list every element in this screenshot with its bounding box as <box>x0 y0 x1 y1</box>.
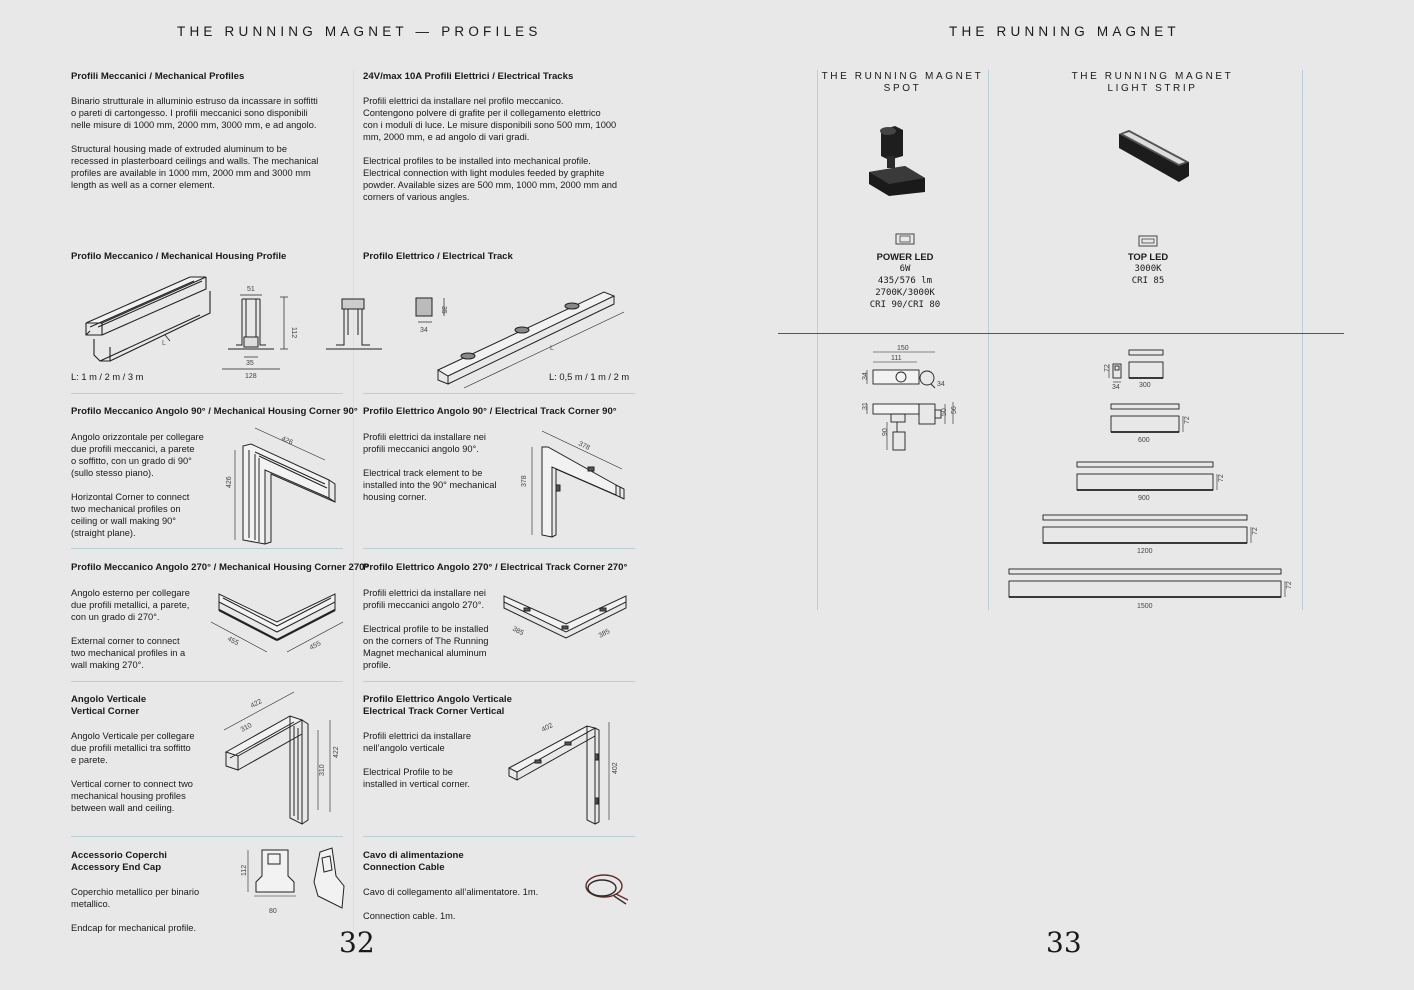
svg-text:310: 310 <box>319 764 326 776</box>
end-cap-heading: Accessorio Coperchi Accessory End Cap <box>71 850 167 873</box>
svg-text:426: 426 <box>226 476 233 488</box>
spec-column-rule <box>817 70 818 610</box>
housing-corner-90-text: Angolo orizzontale per collegare due profili meccanici, a parete o soffitto, con un grado di 90° (sullo stesso piano). Horizontal Corner to connect two mechanical profiles on ceiling or wall making 90° (straight plane). <box>71 432 204 538</box>
svg-text:112: 112 <box>290 327 297 339</box>
housing-corner-270-drawing <box>205 588 345 663</box>
svg-text:56: 56 <box>951 406 958 414</box>
svg-text:50: 50 <box>941 408 948 416</box>
vertical-corner-heading: Angolo Verticale Vertical Corner <box>71 694 147 717</box>
page-number-right: 33 <box>1046 926 1082 959</box>
power-led-icon <box>894 232 916 246</box>
mechanical-profiles-text: Binario strutturale in alluminio estruso da incassare in soffitti o pareti di cartongesso. I profili meccanici sono disponibili nelle misure di 1000 mm, 2000 mm, 3000 mm, e ad angolo. Structural housing made of extruded aluminum to be recessed in plasterboard ceilings and walls. The mechanical profiles are available in 1000 mm, 2000 mm and 3000 mm length as well as a corner element. <box>71 96 319 190</box>
track-corner-270-text: Profili elettrici da installare nei profili meccanici angolo 270°. Electrical profile to be installed on the corners of The Running Magnet mechanical aluminum profile. <box>363 588 489 670</box>
section-rule <box>363 393 635 394</box>
spot-specs: POWER LED 6W 435/576 lm 2700K/3000K CRI 90/CRI 80 <box>869 251 941 310</box>
vertical-corner-text: Angolo Verticale per collegare due profili metallici tra soffitto e parete. Vertical corner to connect two mechanical housing profiles between wall and ceiling. <box>71 731 195 813</box>
section-rule <box>71 548 343 549</box>
track-corner-90-heading: Profilo Elettrico Angolo 90° / Electrical Track Corner 90° <box>363 406 617 417</box>
svg-text:422: 422 <box>333 746 340 758</box>
svg-text:150: 150 <box>897 345 909 352</box>
svg-text:51: 51 <box>247 286 255 293</box>
svg-text:72: 72 <box>1252 527 1259 535</box>
svg-text:300: 300 <box>1139 382 1151 389</box>
end-cap-text: Coperchio metallico per binario metallico. Endcap for mechanical profile. <box>71 887 200 933</box>
spot-dimension-drawing <box>855 342 965 457</box>
svg-text:455: 455 <box>226 635 240 648</box>
section-rule <box>71 681 343 682</box>
svg-text:385: 385 <box>597 628 612 640</box>
strip-title: THE RUNNING MAGNET LIGHT STRIP <box>1071 71 1234 94</box>
spec-divider <box>778 333 1344 334</box>
svg-text:112: 112 <box>241 864 248 876</box>
svg-text:34: 34 <box>862 372 869 380</box>
mechanical-profiles-heading: Profili Meccanici / Mechanical Profiles <box>71 71 245 82</box>
housing-corner-270-text: Angolo esterno per collegare due profili metallici, a parete, con un grado di 270°. External corner to connect two mechanical profiles in a wall making 270°. <box>71 588 190 670</box>
spot-title: THE RUNNING MAGNET SPOT <box>821 71 984 94</box>
electrical-tracks-heading: 24V/max 10A Profili Elettrici / Electrical Tracks <box>363 71 574 82</box>
section-rule <box>71 393 343 394</box>
svg-text:35: 35 <box>440 306 447 314</box>
svg-text:378: 378 <box>521 475 528 487</box>
electrical-tracks-text: Profili elettrici da installare nel profilo meccanico. Contengono polvere di grafite per il collegamento elettrico con i moduli di luce. Le misure disponibili sono 500 mm, 1000 mm, 2000 mm, e ad angolo di vari gradi. Electrical profiles to be installed into mechanical profile. Electrical connection with light modules feeded by graphite powder. Available sizes are 500 mm, 1000 mm, 2000 mm and corners of various angles. <box>363 96 618 202</box>
vertical-corner-drawing <box>218 690 348 830</box>
page-number-left: 32 <box>339 926 375 959</box>
cable-heading: Cavo di alimentazione Connection Cable <box>363 850 464 873</box>
track-corner-vertical-text: Profili elettrici da installare nell’angolo verticale Electrical Profile to be installed in vertical corner. <box>363 731 471 789</box>
svg-text:34: 34 <box>937 381 945 388</box>
end-cap-drawing <box>238 846 348 916</box>
track-corner-270-drawing <box>500 592 635 652</box>
strip-dimension-drawing <box>995 342 1300 614</box>
electrical-track-heading: Profilo Elettrico / Electrical Track <box>363 251 513 262</box>
svg-text:34: 34 <box>420 327 428 334</box>
svg-text:422: 422 <box>249 698 264 710</box>
strip-specs: TOP LED 3000K CRI 85 <box>1127 251 1169 286</box>
track-corner-vertical-drawing <box>505 712 635 827</box>
track-corner-270-heading: Profilo Elettrico Angolo 270° / Electrical Track Corner 270° <box>363 562 628 573</box>
section-rule <box>363 836 635 837</box>
housing-corner-270-heading: Profilo Meccanico Angolo 270° / Mechanical Housing Corner 270° <box>71 562 369 573</box>
svg-text:34: 34 <box>1112 384 1120 391</box>
svg-text:72: 72 <box>1218 474 1225 482</box>
housing-profile-drawing <box>70 265 350 385</box>
svg-text:900: 900 <box>1138 495 1150 502</box>
svg-text:31: 31 <box>862 402 869 410</box>
section-rule <box>71 836 343 837</box>
svg-text:402: 402 <box>612 762 619 774</box>
strip-product-image <box>1115 128 1195 188</box>
svg-text:128: 128 <box>245 373 257 380</box>
track-corner-vertical-heading: Profilo Elettrico Angolo Verticale Electrical Track Corner Vertical <box>363 694 512 717</box>
left-page-title: THE RUNNING MAGNET — PROFILES <box>177 24 542 39</box>
svg-text:72: 72 <box>1286 581 1293 589</box>
track-corner-90-drawing <box>512 425 637 545</box>
section-rule <box>363 548 635 549</box>
svg-text:72: 72 <box>1104 364 1111 372</box>
track-corner-90-text: Profili elettrici da installare nei profili meccanici angolo 90°. Electrical track element to be installed into the 90° mechanical housing corner. <box>363 432 497 502</box>
cable-drawing <box>582 866 632 911</box>
svg-text:35: 35 <box>246 360 254 367</box>
electrical-track-length: L: 0,5 m / 1 m / 2 m <box>549 372 630 382</box>
spec-column-rule <box>1302 70 1303 610</box>
svg-text:385: 385 <box>511 625 525 638</box>
svg-text:1200: 1200 <box>1137 548 1153 555</box>
housing-corner-90-drawing <box>225 420 350 550</box>
svg-text:80: 80 <box>269 908 277 915</box>
svg-text:L: L <box>550 345 554 352</box>
svg-text:72: 72 <box>1184 416 1191 424</box>
svg-text:426: 426 <box>280 435 294 447</box>
svg-text:L: L <box>162 340 166 347</box>
svg-text:600: 600 <box>1138 437 1150 444</box>
housing-corner-90-heading: Profilo Meccanico Angolo 90° / Mechanical Housing Corner 90° <box>71 406 358 417</box>
svg-text:111: 111 <box>891 355 902 362</box>
svg-text:310: 310 <box>239 722 254 734</box>
top-led-icon <box>1137 234 1159 248</box>
svg-text:402: 402 <box>540 722 555 734</box>
housing-profile-heading: Profilo Meccanico / Mechanical Housing Profile <box>71 251 287 262</box>
spec-column-rule <box>988 70 989 610</box>
svg-text:455: 455 <box>308 640 323 652</box>
cable-text: Cavo di collegamento all’alimentatore. 1m. Connection cable. 1m. <box>363 887 539 921</box>
svg-text:1500: 1500 <box>1137 603 1153 610</box>
section-rule <box>363 681 635 682</box>
column-divider-shade <box>353 70 354 930</box>
spot-product-image <box>865 126 930 198</box>
right-page-title: THE RUNNING MAGNET <box>949 24 1180 39</box>
svg-text:378: 378 <box>577 440 591 452</box>
housing-profile-length: L: 1 m / 2 m / 3 m <box>71 372 144 382</box>
svg-text:90: 90 <box>882 428 889 436</box>
